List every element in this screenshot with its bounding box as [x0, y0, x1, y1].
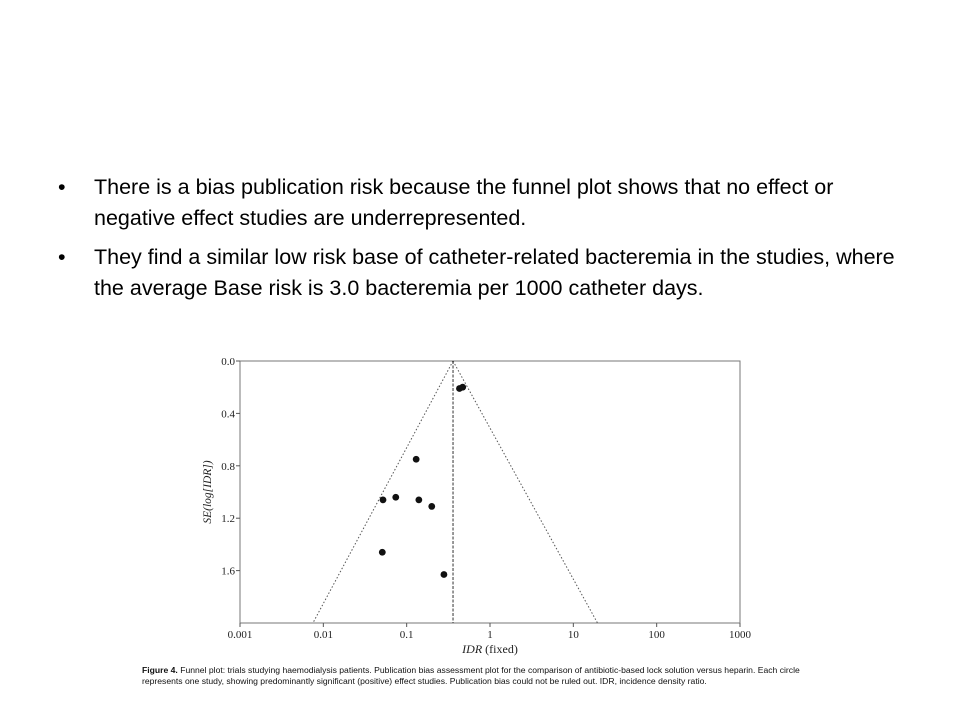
bullet-symbol: •: [58, 245, 66, 269]
y-tick-label: 1.6: [221, 565, 235, 578]
study-point: [415, 496, 422, 503]
y-tick-label: 1.2: [221, 513, 235, 526]
study-point: [459, 384, 466, 391]
caption-label: Figure 4.: [142, 665, 178, 675]
y-axis-label: SE(log[IDR]): [202, 460, 214, 524]
study-point: [380, 496, 387, 503]
study-point: [441, 571, 448, 578]
x-tick-label: 100: [648, 629, 665, 641]
bullet-symbol: •: [58, 175, 66, 199]
y-tick-label: 0.0: [221, 356, 235, 368]
x-tick-label: 1000: [729, 629, 751, 641]
x-tick-label: 0.1: [399, 629, 414, 641]
funnel-limit-line: [313, 361, 453, 623]
study-point: [428, 503, 435, 510]
x-tick-label: 10: [567, 629, 579, 641]
x-tick-label: 0.01: [313, 629, 333, 641]
x-axis-label: [461, 642, 518, 656]
study-point: [379, 549, 386, 556]
bullet-text: They find a similar low risk base of catheter-related bacteremia in the studies, where the average Base risk is 3.0 bacteremia per 1000 catheter days.: [94, 245, 895, 300]
x-tick-label: 0.001: [227, 629, 253, 641]
y-tick-label: 0.4: [221, 408, 235, 421]
caption-text: Funnel plot: trials studying haemodialysis patients. Publication bias assessment plot for the comparison of antibiotic-based lock solution versus heparin. Each circle represents one study, showing predominantly significant (positive) effect studies. Publication bias could not be ruled out. IDR, incidence density ratio.: [142, 665, 800, 686]
y-tick-label: 0.8: [221, 460, 235, 473]
bullet-text: There is a bias publication risk because the funnel plot shows that no effect or negative effect studies are underrepresented.: [94, 175, 834, 230]
x-axis-label-main: IDR: [462, 642, 486, 656]
x-tick-label: 1: [487, 629, 493, 641]
study-point: [392, 494, 399, 501]
study-point: [413, 456, 420, 463]
plot-frame: [240, 361, 740, 623]
figure-caption: [142, 665, 822, 687]
x-axis-label-suffix: (fixed): [485, 642, 518, 656]
funnel-limit-line: [453, 361, 597, 623]
